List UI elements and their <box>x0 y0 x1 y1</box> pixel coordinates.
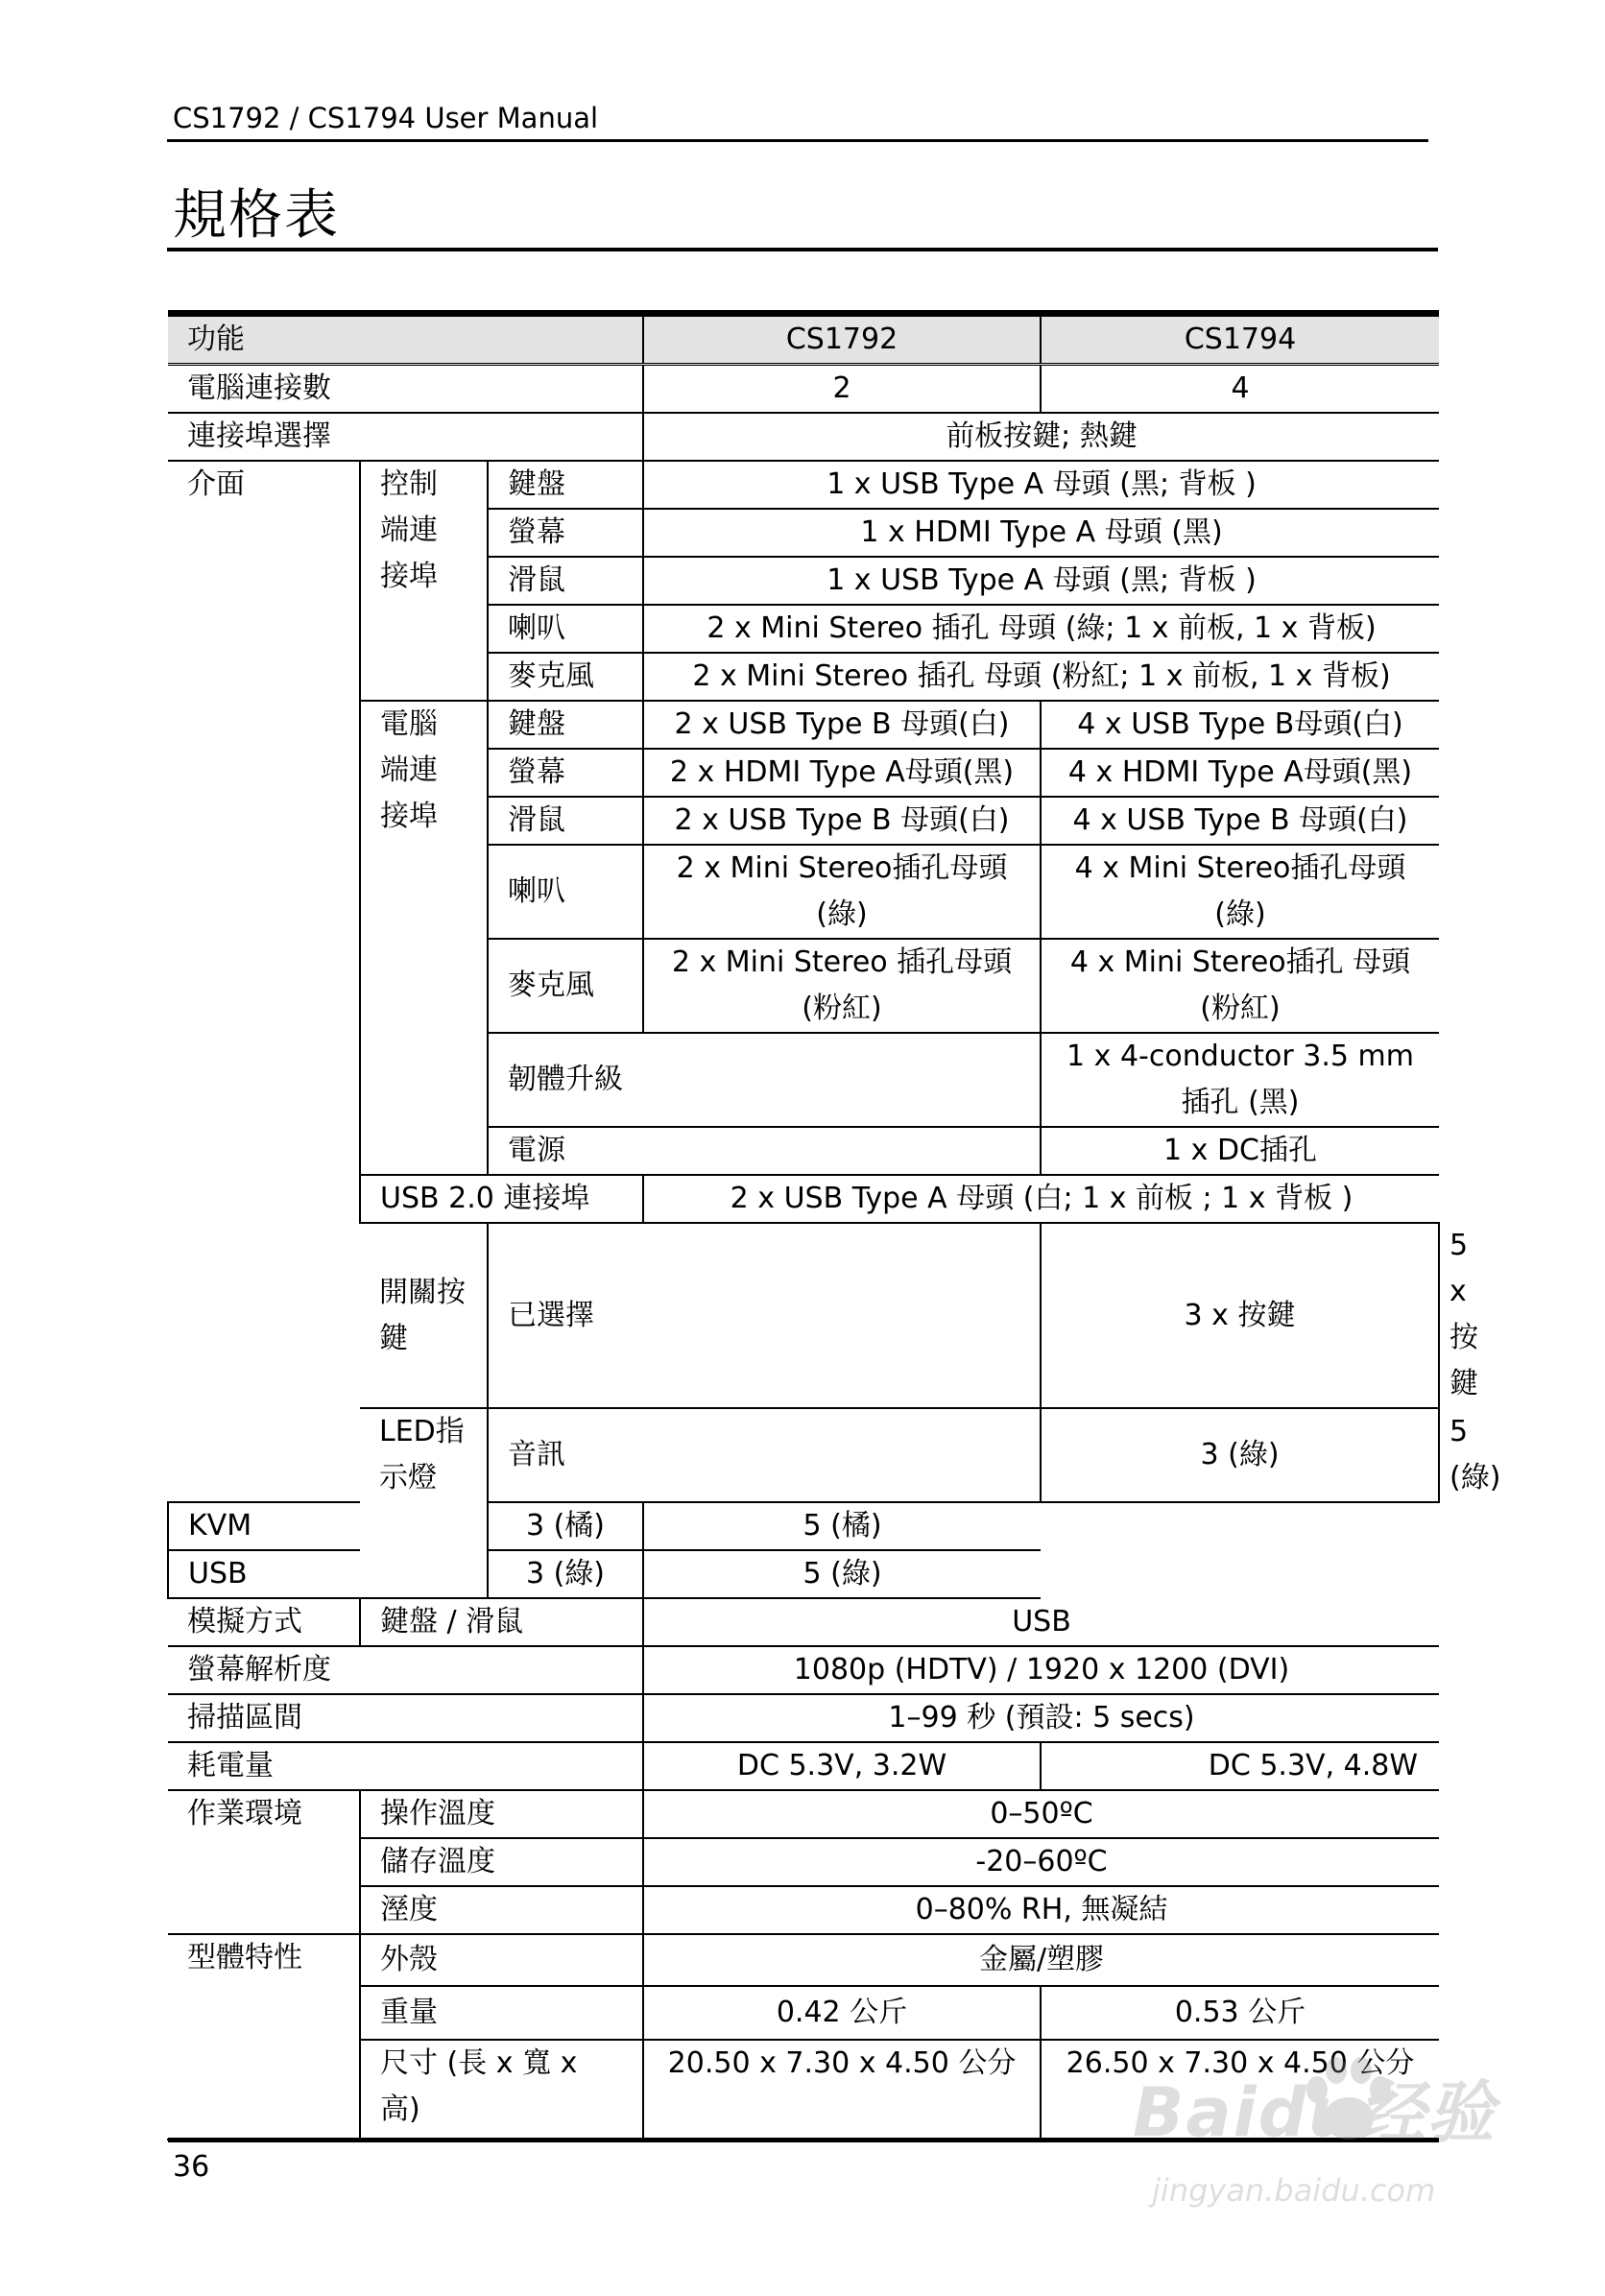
row-label: LED指示燈 <box>360 1408 488 1598</box>
page-title: 規格表 <box>173 184 340 247</box>
cell-value: 4 x Mini Stereo插孔 母頭 (粉紅) <box>1041 939 1439 1033</box>
row-label: 操作溫度 <box>360 1790 643 1838</box>
cell-value: USB <box>643 1598 1439 1646</box>
cell-value: 20.50 x 7.30 x 4.50 公分 <box>643 2040 1041 2140</box>
table-row <box>168 1646 1439 1694</box>
row-label: 作業環境 <box>168 1790 360 1934</box>
row-label: 尺寸 (長 x 寬 x 高) <box>360 2040 643 2140</box>
table-row <box>168 1694 1439 1742</box>
cell-value: 1 x DC插孔 <box>1041 1127 1439 1175</box>
cell-value: -20–60ºC <box>643 1838 1439 1886</box>
row-label: 滑鼠 <box>488 557 643 605</box>
table-header-row <box>168 314 1439 365</box>
row-label: 螢幕解析度 <box>168 1646 643 1694</box>
row-label: 儲存溫度 <box>360 1838 643 1886</box>
table-row: 開關按鍵 已選擇 3 x 按鍵 5 x按鍵 <box>168 1223 1439 1408</box>
cell-value: 1 x USB Type A 母頭 (黑; 背板 ) <box>643 461 1439 509</box>
baidu-watermark <box>1133 2059 1536 2241</box>
cell-value: 26.50 x 7.30 x 4.50 公分 <box>1041 2040 1439 2140</box>
row-label: 滑鼠 <box>488 797 643 845</box>
row-label: KVM <box>168 1502 488 1550</box>
row-label: 鍵盤 <box>488 701 643 749</box>
row-label: 電腦連接數 <box>168 365 643 414</box>
cell-value: 3 (綠) <box>1041 1408 1439 1502</box>
cell-value: DC 5.3V, 4.8W <box>1041 1742 1439 1790</box>
cell-value: 2 x Mini Stereo 插孔母頭 (粉紅) <box>643 939 1041 1033</box>
cell-value: 2 <box>643 365 1041 414</box>
table-row: LED指示燈 音訊 3 (綠) 5 (綠) <box>168 1408 1439 1502</box>
row-label: 掃描區間 <box>168 1694 643 1742</box>
row-label: 溼度 <box>360 1886 643 1934</box>
cell-value: 3 (綠) <box>488 1550 643 1598</box>
row-label: 連接埠選擇 <box>168 413 643 461</box>
table-row <box>168 1598 1439 1646</box>
cell-value: 1080p (HDTV) / 1920 x 1200 (DVI) <box>643 1646 1439 1694</box>
table-row <box>168 1790 1439 1838</box>
cell-value: 0.42 公斤 <box>643 1986 1041 2040</box>
page-number: 36 <box>173 2150 210 2184</box>
manual-header-title: CS1792 / CS1794 User Manual <box>173 102 599 134</box>
console-ports-label: 控制 端連 接埠 <box>360 461 488 701</box>
cell-value: 金屬/塑膠 <box>643 1934 1439 1986</box>
table-row <box>168 1934 1439 1986</box>
row-label: 耗電量 <box>168 1742 643 1790</box>
cell-value: 4 x Mini Stereo插孔母頭 (綠) <box>1041 845 1439 939</box>
cell-value: 前板按鍵; 熱鍵 <box>643 413 1439 461</box>
cell-value: 1 x 4-conductor 3.5 mm 插孔 (黑) <box>1041 1033 1439 1127</box>
row-label: USB 2.0 連接埠 <box>360 1175 643 1223</box>
model-1-header: CS1792 <box>643 314 1041 365</box>
row-label: 韌體升級 <box>488 1033 1041 1127</box>
header-rule <box>167 139 1428 142</box>
row-label: 型體特性 <box>168 1934 360 2140</box>
cell-value: 4 <box>1041 365 1439 414</box>
title-rule <box>167 248 1438 251</box>
watermark-logo: Baidu经验 <box>1133 2073 1497 2152</box>
computer-ports-label: 電腦 端連 接埠 <box>360 701 488 1175</box>
cell-value: 1 x HDMI Type A 母頭 (黑) <box>643 509 1439 557</box>
cell-value: 2 x Mini Stereo 插孔 母頭 (粉紅; 1 x 前板, 1 x 背板) <box>643 653 1439 701</box>
table-row <box>168 1742 1439 1790</box>
spec-table <box>167 310 1501 2142</box>
cell-value: 0–80% RH, 無凝結 <box>643 1886 1439 1934</box>
watermark-url: jingyan.baidu.com <box>1152 2172 1436 2209</box>
table-row <box>168 413 1439 461</box>
table-row <box>168 365 1439 414</box>
table-row <box>168 461 1439 509</box>
cell-value: 1–99 秒 (預設: 5 secs) <box>643 1694 1439 1742</box>
cell-value: 5 (橘) <box>643 1502 1041 1550</box>
cell-value: 2 x HDMI Type A母頭(黑) <box>643 749 1041 797</box>
row-label: 模擬方式 <box>168 1598 360 1646</box>
cell-value: 1 x USB Type A 母頭 (黑; 背板 ) <box>643 557 1439 605</box>
model-2-header: CS1794 <box>1041 314 1439 365</box>
cell-value: 3 x 按鍵 <box>1041 1223 1439 1408</box>
row-label: 音訊 <box>488 1408 1041 1502</box>
cell-value: 0–50ºC <box>643 1790 1439 1838</box>
row-label: 重量 <box>360 1986 643 2040</box>
row-label: 螢幕 <box>488 509 643 557</box>
row-label: 鍵盤 / 滑鼠 <box>360 1598 643 1646</box>
row-label: 電源 <box>488 1127 1041 1175</box>
row-label: 喇叭 <box>488 605 643 653</box>
cell-value: 4 x HDMI Type A母頭(黑) <box>1041 749 1439 797</box>
cell-value: 2 x USB Type B 母頭(白) <box>643 797 1041 845</box>
row-label: 喇叭 <box>488 845 643 939</box>
cell-value: 4 x USB Type B母頭(白) <box>1041 701 1439 749</box>
cell-value: 5 (綠) <box>643 1550 1041 1598</box>
cell-value: 0.53 公斤 <box>1041 1986 1439 2040</box>
row-label: 螢幕 <box>488 749 643 797</box>
row-label: 鍵盤 <box>488 461 643 509</box>
row-label: 已選擇 <box>488 1223 1041 1408</box>
interface-label: 介面 <box>168 461 360 1502</box>
row-label: 開關按鍵 <box>360 1223 488 1408</box>
cell-value: 3 (橘) <box>488 1502 643 1550</box>
cell-value: 2 x USB Type B 母頭(白) <box>643 701 1041 749</box>
row-label: 麥克風 <box>488 653 643 701</box>
table-row <box>168 1502 1439 1550</box>
row-label: USB <box>168 1550 488 1598</box>
cell-value: 4 x USB Type B 母頭(白) <box>1041 797 1439 845</box>
cell-value: 2 x Mini Stereo 插孔 母頭 (綠; 1 x 前板, 1 x 背板) <box>643 605 1439 653</box>
function-header: 功能 <box>168 314 643 365</box>
cell-value: 2 x Mini Stereo插孔母頭 (綠) <box>643 845 1041 939</box>
row-label: 麥克風 <box>488 939 643 1033</box>
cell-value: DC 5.3V, 3.2W <box>643 1742 1041 1790</box>
row-label: 外殼 <box>360 1934 643 1986</box>
table-row <box>168 1550 1439 1598</box>
cell-value: 2 x USB Type A 母頭 (白; 1 x 前板 ; 1 x 背板 ) <box>643 1175 1439 1223</box>
